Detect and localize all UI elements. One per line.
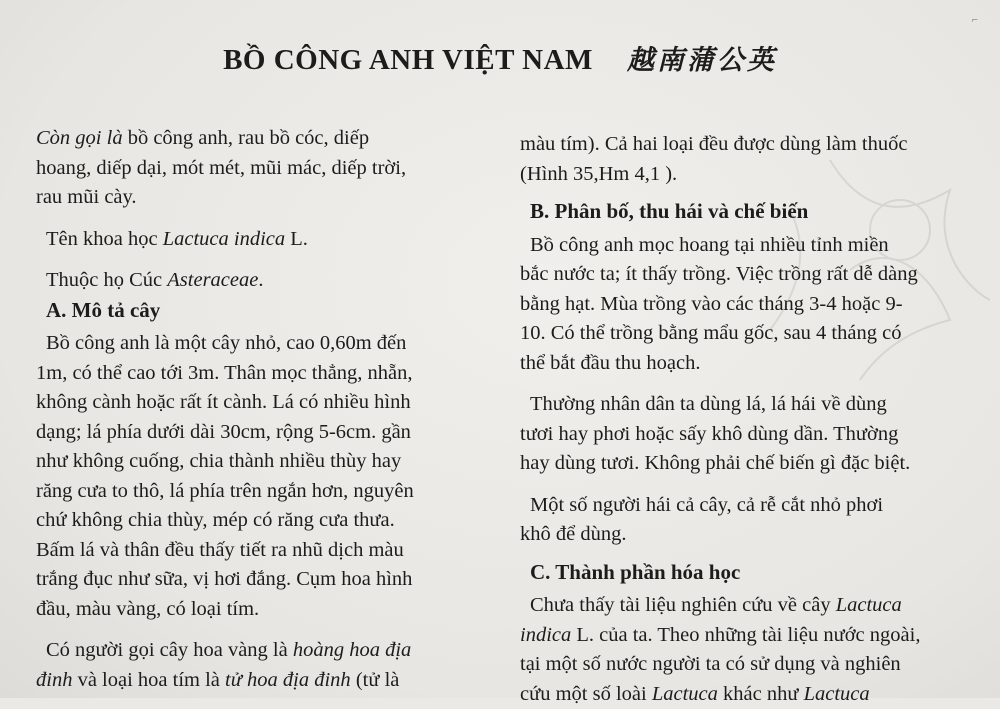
section-b-p3-line: khô để dùng. [520, 520, 972, 550]
scientific-name [36, 225, 506, 255]
section-c-italic: Lactuca [652, 683, 718, 705]
section-a-line: Bấm lá và thân đều thấy tiết ra nhũ dịch màu [36, 536, 506, 566]
section-c-line-2 [520, 621, 972, 651]
section-a-line: như không cuống, chia thành nhiều thùy hay [36, 447, 506, 477]
section-b-p2-line: hay dùng tươi. Không phải chế biến gì đặc biệt. [520, 449, 972, 479]
section-a-line: trắng đục như sữa, vị hơi đắng. Cụm hoa hình [36, 565, 506, 595]
continuation-line-2: (Hình 35,Hm 4,1 ). [520, 160, 972, 190]
section-a-line: chứ không chia thùy, mép có răng cưa thưa. [36, 506, 506, 536]
section-b-p1-line: bắc nước ta; ít thấy trồng. Việc trồng rất dễ dàng [520, 260, 972, 290]
intro-line-2: hoang, diếp dại, mót mét, mũi mác, diếp trời, [36, 154, 506, 184]
section-c-italic: Lactuca [836, 594, 902, 616]
section-a-line: đầu, màu vàng, có loại tím. [36, 595, 506, 625]
section-c-text: cứu một số loài [520, 683, 652, 705]
section-a-line: dạng; lá phía dưới dài 30cm, rộng 5-6cm. gần [36, 418, 506, 448]
family-italic: Asteraceae [167, 269, 258, 291]
section-a-line: răng cưa to thô, lá phía trên ngắn hơn, nguyên [36, 477, 506, 507]
heading-section-b: B. Phân bố, thu hái và chế biến [520, 197, 972, 227]
section-a-line: Bồ công anh là một cây nhỏ, cao 0,60m đến [36, 329, 506, 359]
section-b-p2-line: tươi hay phơi hoặc sấy khô dùng dần. Thường [520, 420, 972, 450]
family-pre: Thuộc họ Cúc [46, 269, 167, 291]
section-c-text: khác như [718, 683, 804, 705]
continuation-line-1: màu tím). Cả hai loại đều được dùng làm thuốc [520, 130, 972, 160]
scientific-pre: Tên khoa học [46, 228, 163, 250]
title-vietnamese: BỒ CÔNG ANH VIỆT NAM [223, 44, 593, 76]
section-c-line-3: tại một số nước người ta có sử dụng và nghiên [520, 650, 972, 680]
section-b-p3-line: Một số người hái cả cây, cả rễ cắt nhỏ phơi [520, 491, 972, 521]
intro-text: bồ công anh, rau bồ cóc, diếp [123, 127, 370, 149]
heading-section-a: A. Mô tả cây [36, 296, 506, 326]
section-b-p1-line: Bồ công anh mọc hoang tại nhiều tỉnh miền [520, 231, 972, 261]
right-column [520, 130, 972, 709]
section-b-p2-line: Thường nhân dân ta dùng lá, lá hái về dùng [520, 390, 972, 420]
section-c-text: Chưa thấy tài liệu nghiên cứu về cây [530, 594, 836, 616]
names-italic: tử hoa địa đinh [225, 669, 351, 691]
intro-italic: Còn gọi là [36, 127, 123, 149]
intro-line-3: rau mũi cày. [36, 183, 506, 213]
section-c-line-4 [520, 680, 972, 709]
left-column [36, 124, 506, 695]
scientific-post: L. [285, 228, 308, 250]
section-a-line: 1m, có thể cao tới 3m. Thân mọc thẳng, nhẵn, [36, 359, 506, 389]
section-c-line-1 [520, 591, 972, 621]
corner-mark: ⌐ [972, 14, 978, 26]
names-line-2 [36, 666, 506, 696]
scientific-italic: Lactuca indica [163, 228, 285, 250]
section-b-p1-line: thể bắt đầu thu hoạch. [520, 349, 972, 379]
section-b-p1-line: bằng hạt. Mùa trồng vào các tháng 3-4 hoặc 9- [520, 290, 972, 320]
names-italic: đinh [36, 669, 72, 691]
names-line-1 [36, 636, 506, 666]
section-a-line: không cành hoặc rất ít cành. Lá có nhiều hình [36, 388, 506, 418]
section-c-italic: indica [520, 624, 571, 646]
heading-section-c: C. Thành phần hóa học [520, 558, 972, 588]
section-c-text: L. của ta. Theo những tài liệu nước ngoài, [571, 624, 920, 646]
names-italic: hoàng hoa địa [293, 639, 411, 661]
names-pre: Có người gọi cây hoa vàng là [46, 639, 293, 661]
section-b-p1-line: 10. Có thể trồng bằng mẩu gốc, sau 4 tháng có [520, 319, 972, 349]
title-chinese: 越南蒲公英 [627, 45, 777, 76]
names-post: (tử là [351, 669, 400, 691]
family-post: . [258, 269, 263, 291]
page-title [0, 38, 1000, 77]
intro-line-1 [36, 124, 506, 154]
names-mid: và loại hoa tím là [72, 669, 225, 691]
section-c-italic: Lactuca [804, 683, 870, 705]
family-name [36, 266, 506, 296]
